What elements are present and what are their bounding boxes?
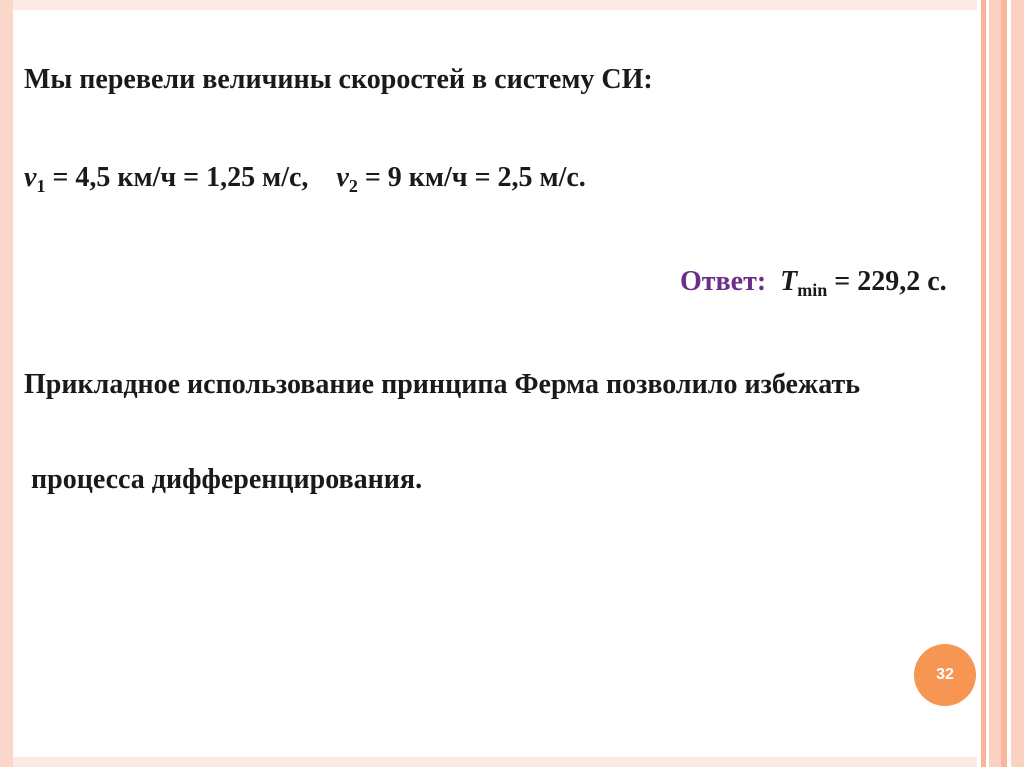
time-subscript: min: [797, 280, 828, 300]
v1-subscript: 1: [36, 176, 46, 196]
left-border: [0, 0, 13, 767]
v1-value: = 4,5 км/ч = 1,25 м/с,: [45, 162, 309, 193]
si-units-statement: Мы перевели величины скоростей в систему СИ:: [24, 64, 653, 95]
velocity-equations: [24, 162, 586, 194]
answer-label: Ответ:: [680, 266, 767, 297]
v2-value: = 9 км/ч = 2,5 м/с.: [357, 162, 586, 193]
bottom-border: [0, 757, 1024, 767]
conclusion-line-1: Прикладное использование принципа Ферма позволило избежать: [24, 369, 861, 400]
right-stripe-decoration: [977, 0, 1024, 767]
page-number-badge: 32: [914, 644, 976, 706]
time-symbol: T: [780, 266, 798, 297]
answer-value: = 229,2 с.: [827, 266, 947, 297]
top-border: [0, 0, 1024, 10]
answer-line: [680, 266, 947, 298]
v2-subscript: 2: [348, 176, 358, 196]
conclusion-line-2: процесса дифференцирования.: [31, 464, 423, 495]
v1-symbol: v: [24, 162, 37, 193]
v2-symbol: v: [336, 162, 349, 193]
